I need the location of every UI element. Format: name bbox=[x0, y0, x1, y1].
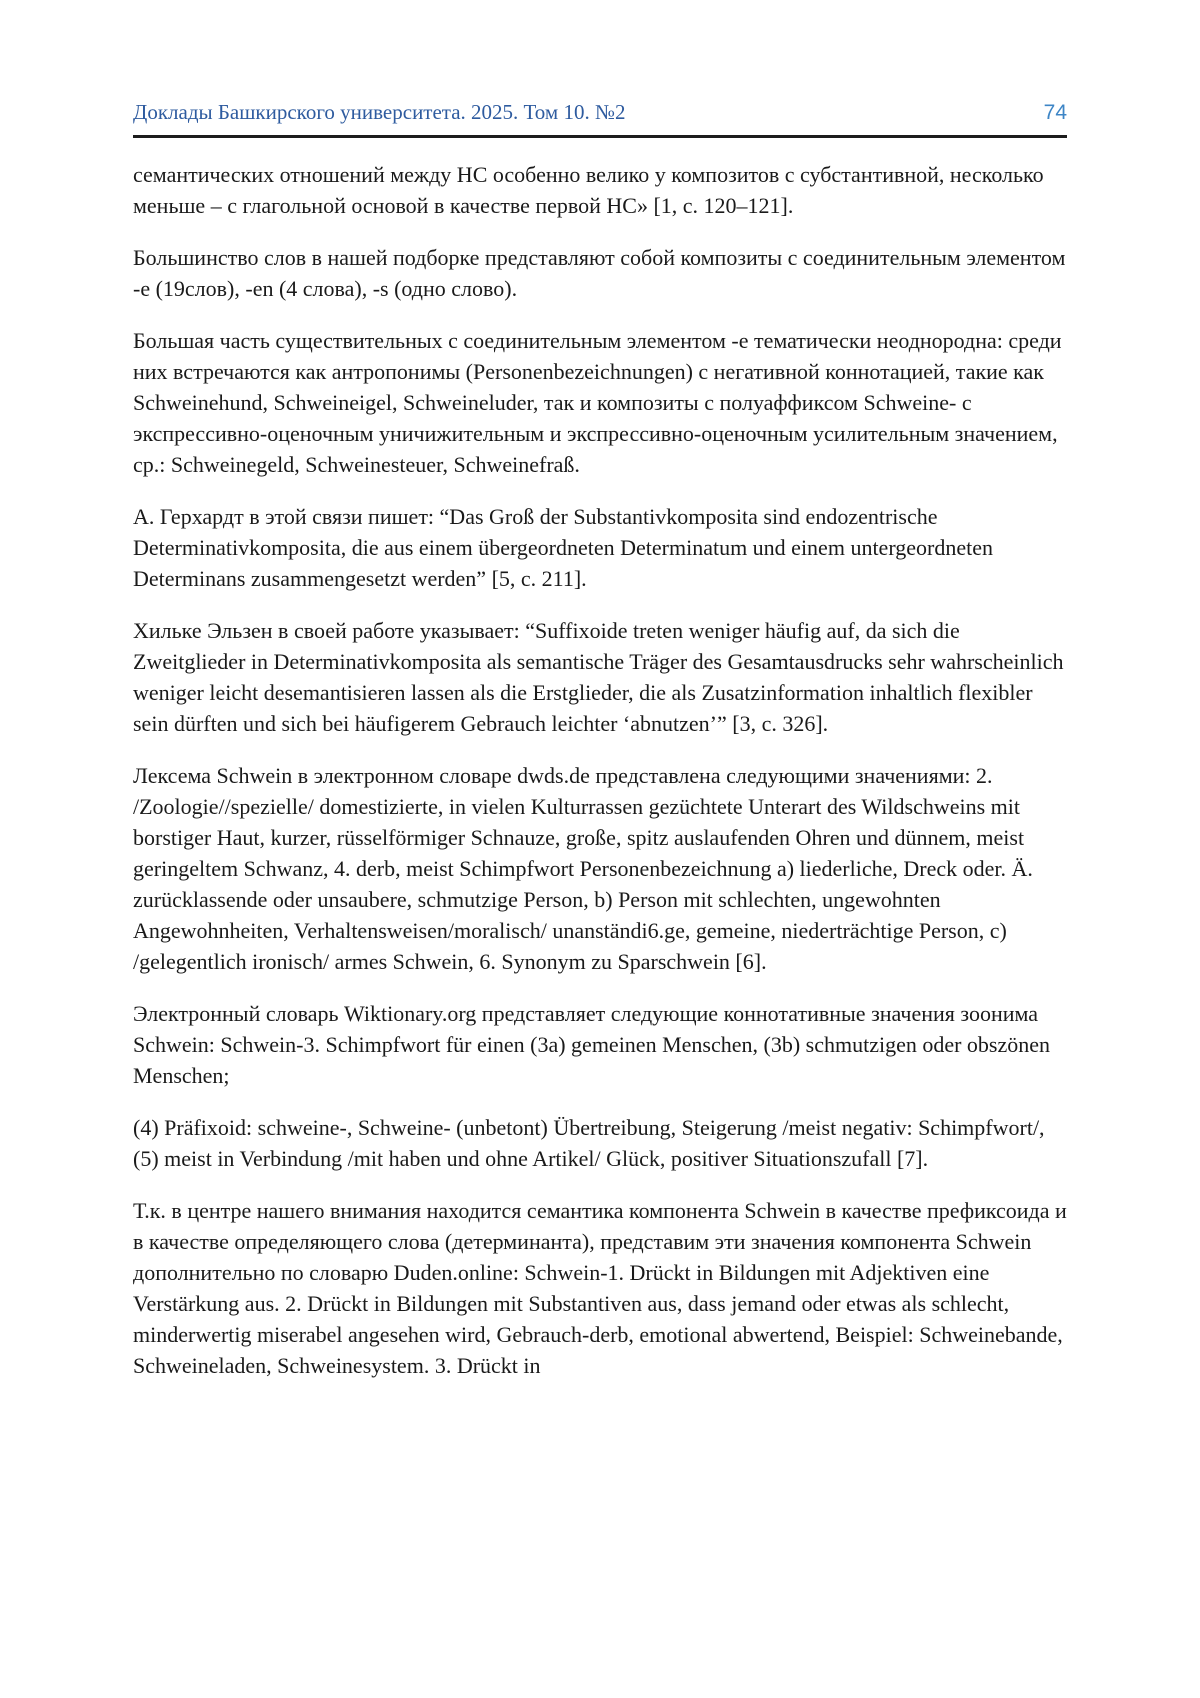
paragraph-6: Лексема Schwein в электронном словаре dwds.de представлена следующими значениями: 2. /Zoologie//spezielle/ domestizierte, in vielen Kulturrassen gezüchtete Unterart des Wildschweins mit borstiger Haut, kurzer, rüsselförmiger Schnauze, große, spitz auslaufenden Ohren und dünnem, meist geringeltem Schwanz, 4. derb, meist Schimpfwort Personenbezeichnung a) liederliche, Dreck oder. Ä. zurücklassende oder unsaubere, schmutzige Person, b) Person mit schlechten, ungewohnten Angewohnheiten, Verhaltensweisen/moralisch/ unanständi6.ge, gemeine, niederträchtige Person, c) /gelegentlich ironisch/ armes Schwein, 6. Synonym zu Sparschwein [6]. bbox=[133, 763, 1033, 974]
paragraph-1: семантических отношений между НС особенно велико у композитов с субстантивной, несколько меньше – с глагольной основой в качестве первой НС» [1, с. 120–121]. bbox=[133, 162, 1044, 218]
page-content bbox=[133, 0, 1067, 1381]
header-rule bbox=[133, 135, 1067, 138]
paragraph-9: Т.к. в центре нашего внимания находится семантика компонента Schwein в качестве префиксоида и в качестве определяющего слова (детерминанта), представим эти значения компонента Schwein дополнительно по словарю Duden.online: Schwein-1. Drückt in Bildungen mit Adjektiven eine Verstärkung aus. 2. Drückt in Bildungen mit Substantiven aus, dass jemand oder etwas als schlecht, minderwertig miserabel angesehen wird, Gebrauch-derb, emotional abwertend, Beispiel: Schweinebande, Schweineladen, Schweinesystem. 3. Drückt in bbox=[133, 1198, 1067, 1378]
running-head bbox=[133, 99, 1067, 126]
paragraph-8: (4) Präfixoid: schweine-, Schweine- (unbetont) Übertreibung, Steigerung /meist negativ: Schimpfwort/, (5) meist in Verbindung /mit haben und ohne Artikel/ Glück, positiver Situationszufall [7]. bbox=[133, 1115, 1045, 1171]
journal-title: Доклады Башкирского университета. 2025. Том 10. №2 bbox=[133, 100, 626, 124]
paragraph-5: Хильке Эльзен в своей работе указывает: “Suffixoide treten weniger häufig auf, da sich die Zweitglieder in Determinativkomposita als semantische Träger des Gesamtausdrucks sehr wahrscheinlich weniger leicht desemantisieren lassen als die Erstglieder, die als Zusatzinformation inhaltlich flexibler sein dürften und sich bei häufigerem Gebrauch leichter ‘abnutzen’” [3, с. 326]. bbox=[133, 618, 1064, 736]
paragraph-7: Электронный словарь Wiktionary.org представляет следующие коннотативные значения зоонима Schwein: Schwein-3. Schimpfwort für einen (3a) gemeinen Menschen, (3b) schmutzigen oder obszönen Menschen; bbox=[133, 1001, 1051, 1088]
paragraph-4: А. Герхардт в этой связи пишет: “Das Groß der Substantivkomposita sind endozentrische Determinativkomposita, die aus einem übergeordneten Determinatum und einem untergeordneten Determinans zusammengesetzt werden” [5, с. 211]. bbox=[133, 504, 993, 591]
paragraph-3: Большая часть существительных с соединительным элементом -е тематически неоднородна: среди них встречаются как антропонимы (Personenbezeichnungen) с негативной коннотацией, такие как Schweinehund, Schweineigel, Schweineluder, так и композиты с полуаффиксом Schweine- с экспрессивно-оценочным уничижительным и экспрессивно-оценочным усилительным значением, ср.: Schweinegeld, Schweinesteuer, Schweinefraß. bbox=[133, 328, 1062, 477]
paragraph-2: Большинство слов в нашей подборке представляют собой композиты с соединительным элементом -е (19слов), -en (4 слова), -s (одно слово). bbox=[133, 245, 1066, 301]
page-number: 74 bbox=[1043, 101, 1067, 124]
document-body bbox=[133, 159, 1067, 1381]
